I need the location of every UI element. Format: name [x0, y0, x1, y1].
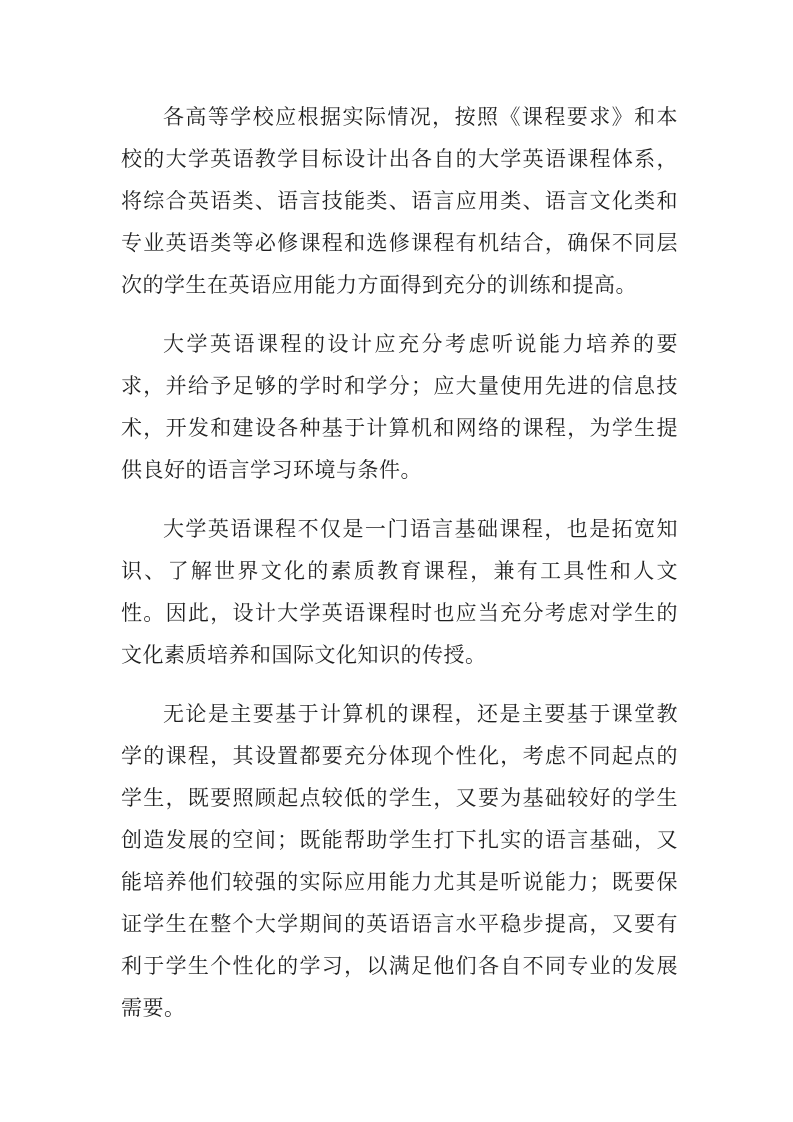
paragraph: 各高等学校应根据实际情况，按照《课程要求》和本校的大学英语教学目标设计出各自的大学英语课程体系，将综合英语类、语言技能类、语言应用类、语言文化类和专业英语类等必修课程和选修课程有机结合，确保不同层次的学生在英语应用能力方面得到充分的训练和提高。 [121, 105, 678, 297]
paragraph: 大学英语课程不仅是一门语言基础课程，也是拓宽知识、了解世界文化的素质教育课程，兼有工具性和人文性。因此，设计大学英语课程时也应当充分考虑对学生的文化素质培养和国际文化知识的传授。 [121, 517, 678, 667]
paragraph: 大学英语课程的设计应充分考虑听说能力培养的要求，并给予足够的学时和学分；应大量使用先进的信息技术，开发和建设各种基于计算机和网络的课程，为学生提供良好的语言学习环境与条件。 [121, 332, 678, 482]
paragraph: 无论是主要基于计算机的课程，还是主要基于课堂教学的课程，其设置都要充分体现个性化，考虑不同起点的学生，既要照顾起点较低的学生，又要为基础较好的学生创造发展的空间；既能帮助学生打下扎实的语言基础，又能培养他们较强的实际应用能力尤其是听说能力；既要保证学生在整个大学期间的英语语言水平稳步提高，又要有利于学生个性化的学习，以满足他们各自不同专业的发展需要。 [121, 702, 678, 1020]
